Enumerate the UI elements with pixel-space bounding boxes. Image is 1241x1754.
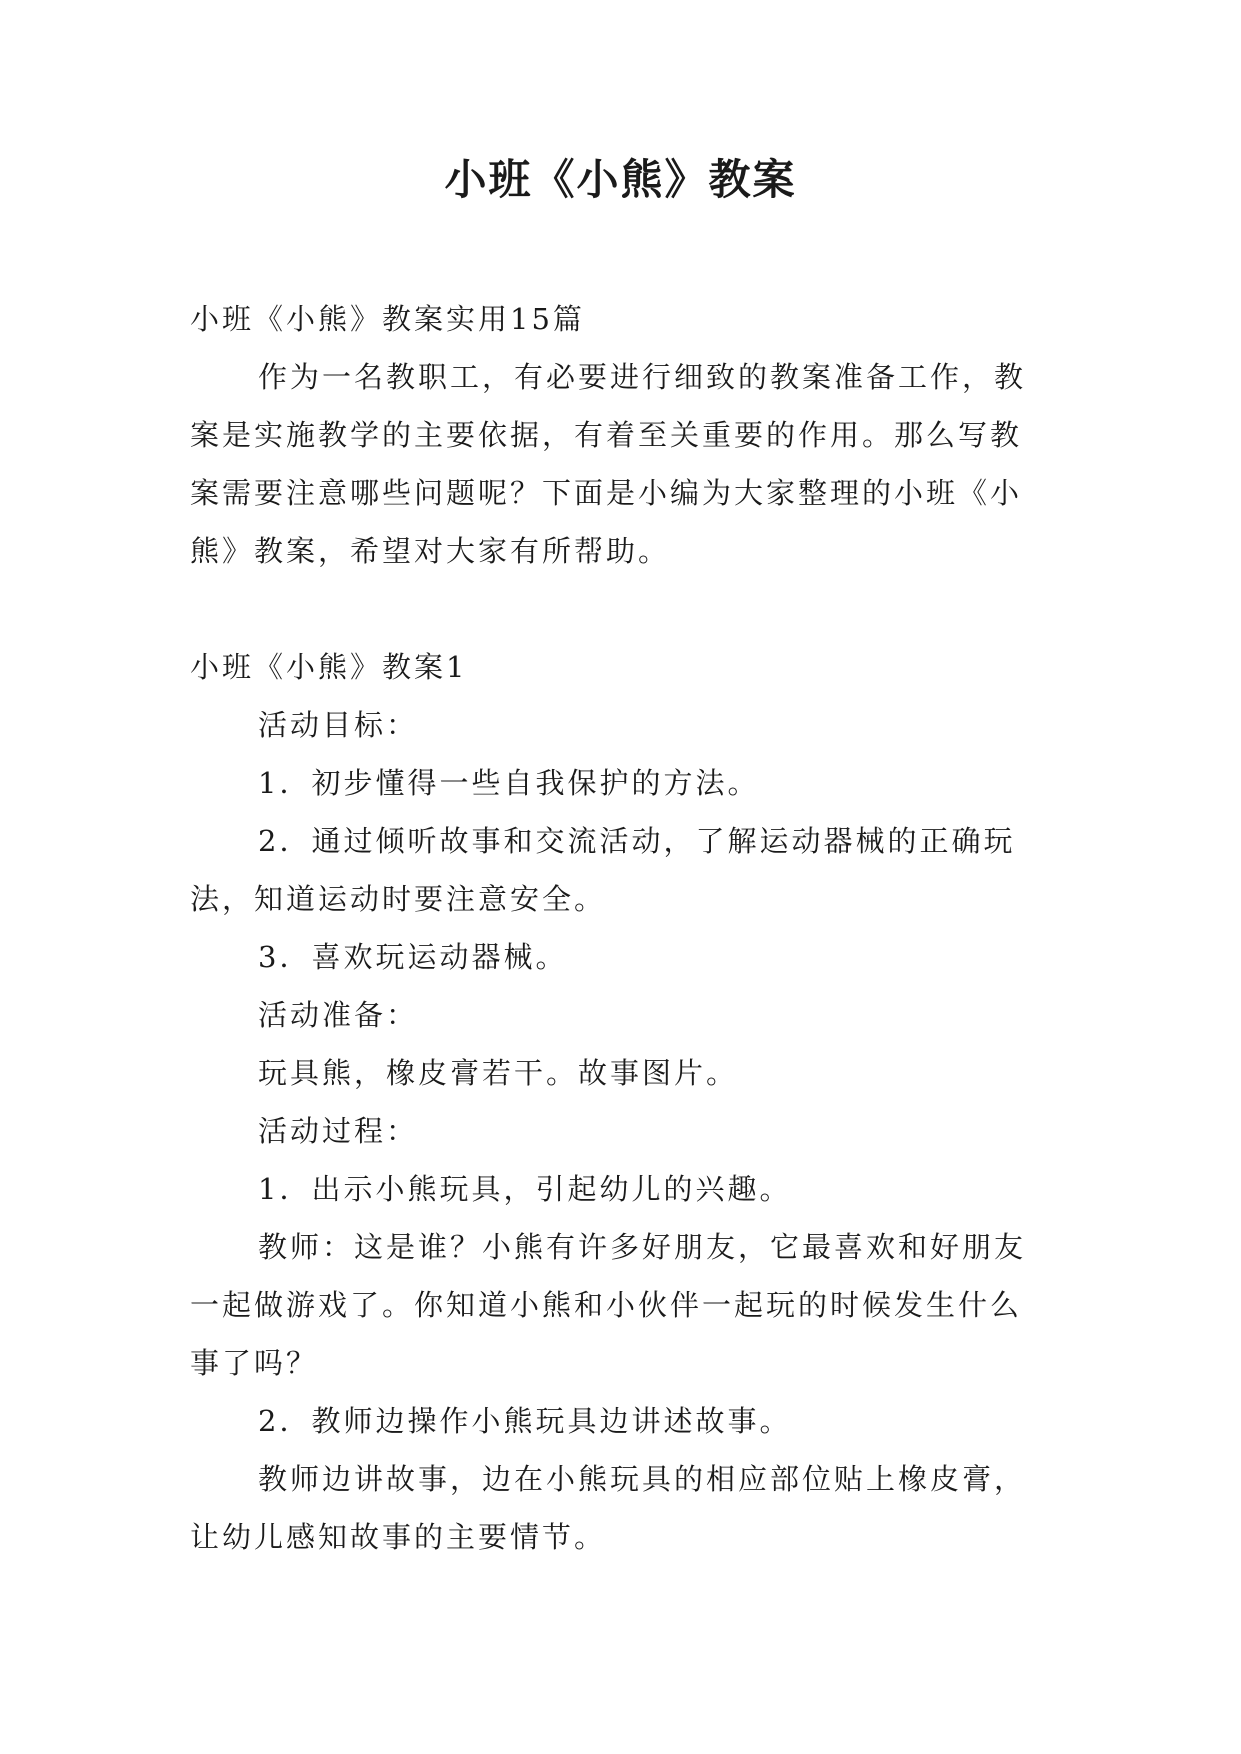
- paragraph-process-1: 1．出示小熊玩具，引起幼儿的兴趣。: [258, 1172, 792, 1206]
- paragraph-process-2-detail: 教师边讲故事，边在小熊玩具的相应部位贴上橡皮膏，让幼儿感知故事的主要情节。: [190, 1462, 1027, 1554]
- document-title: 小班《小熊》教案: [444, 155, 797, 204]
- paragraph-subtitle: 小班《小熊》教案实用15篇: [190, 302, 585, 336]
- paragraph-goals-label: 活动目标：: [258, 708, 419, 742]
- section-heading: 小班《小熊》教案1: [190, 650, 468, 684]
- paragraph-teacher-dialog: 教师：这是谁？小熊有许多好朋友，它最喜欢和好朋友一起做游戏了。你知道小熊和小伙伴一起玩的时候发生什么事了吗？: [190, 1230, 1027, 1380]
- paragraph-prep-items: 玩具熊，橡皮膏若干。故事图片。: [258, 1056, 739, 1090]
- paragraph-intro: 作为一名教职工，有必要进行细致的教案准备工作，教案是实施教学的主要依据，有着至关重要的作用。那么写教案需要注意哪些问题呢？下面是小编为大家整理的小班《小熊》教案，希望对大家有所帮助。: [190, 360, 1027, 568]
- paragraph-goal-3: 3．喜欢玩运动器械。: [258, 940, 568, 974]
- paragraph-process-label: 活动过程：: [258, 1114, 419, 1148]
- paragraph-prep-label: 活动准备：: [258, 998, 419, 1032]
- document-body: [190, 290, 1050, 1566]
- paragraph-goal-1: 1．初步懂得一些自我保护的方法。: [258, 766, 760, 800]
- paragraph-process-2: 2．教师边操作小熊玩具边讲述故事。: [258, 1404, 792, 1438]
- paragraph-gap: [190, 580, 1050, 638]
- paragraph-goal-2: 2．通过倾听故事和交流活动，了解运动器械的正确玩法，知道运动时要注意安全。: [190, 824, 1016, 916]
